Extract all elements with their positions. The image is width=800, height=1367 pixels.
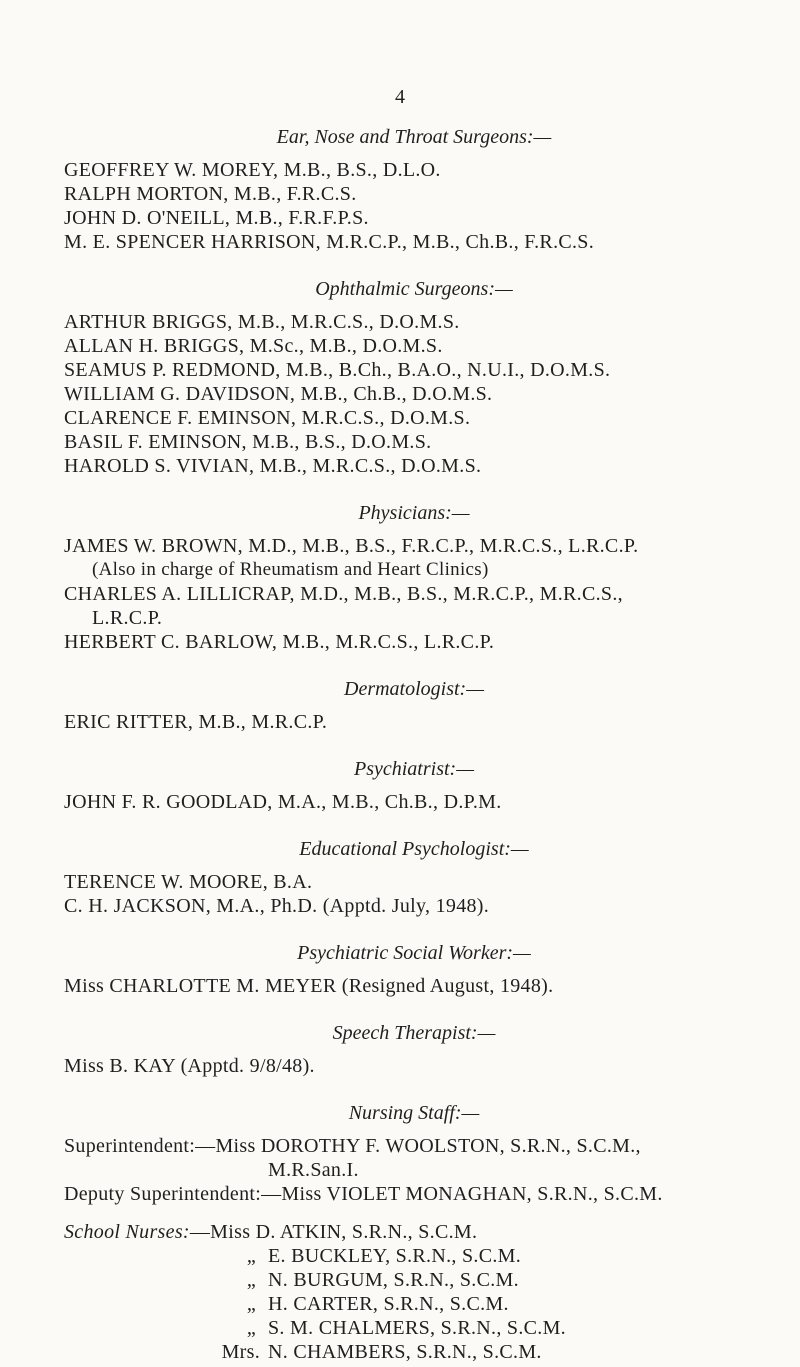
school-nurse-entry: N. BURGUM, S.R.N., S.C.M. (268, 1269, 519, 1291)
section-heading: Psychiatrist:— (354, 758, 474, 780)
staff-entry: Miss B. KAY (Apptd. 9/8/48). (64, 1055, 315, 1077)
staff-entry: HERBERT C. BARLOW, M.B., M.R.C.S., L.R.C.P. (64, 631, 495, 653)
staff-entry: BASIL F. EMINSON, M.B., B.S., D.O.M.S. (64, 431, 432, 453)
section-speech-therapist (64, 1020, 764, 1078)
ditto-mark: „ (246, 1269, 256, 1291)
school-nurse-row (64, 1292, 764, 1316)
staff-entry: M. E. SPENCER HARRISON, M.R.C.P., M.B., Ch.B., F.R.C.S. (64, 231, 595, 253)
title-mrs: Mrs. (221, 1341, 260, 1363)
school-nurses-label: School Nurses: (64, 1221, 190, 1243)
school-nurse-row (64, 1220, 764, 1244)
staff-entry: CLARENCE F. EMINSON, M.R.C.S., D.O.M.S. (64, 407, 471, 429)
staff-entry: Miss CHARLOTTE M. MEYER (Resigned August, 1948). (64, 975, 554, 997)
school-nurse-row (64, 1340, 764, 1364)
section-heading: Nursing Staff:— (348, 1102, 480, 1124)
staff-list (64, 124, 764, 1364)
ditto-mark: „ (246, 1293, 256, 1315)
staff-entry: Deputy Superintendent:—Miss VIOLET MONAGHAN, S.R.N., S.C.M. (64, 1183, 663, 1205)
staff-entry: Superintendent:—Miss DOROTHY F. WOOLSTON, S.R.N., S.C.M., (64, 1135, 641, 1157)
section-heading: Dermatologist:— (344, 678, 484, 700)
section-ent-surgeons (64, 124, 764, 254)
section-heading: Ear, Nose and Throat Surgeons:— (276, 126, 552, 148)
school-nurse-row (64, 1268, 764, 1292)
school-nurse-entry: S. M. CHALMERS, S.R.N., S.C.M. (268, 1317, 566, 1339)
staff-entry-continuation: L.R.C.P. (92, 607, 163, 629)
staff-note: (Also in charge of Rheumatism and Heart Clinics) (92, 559, 489, 580)
section-heading: Psychiatric Social Worker:— (297, 942, 531, 964)
section-heading: Physicians:— (358, 502, 470, 524)
school-nurse-entry: N. CHAMBERS, S.R.N., S.C.M. (268, 1341, 542, 1363)
staff-entry: WILLIAM G. DAVIDSON, M.B., Ch.B., D.O.M.S. (64, 383, 493, 405)
section-nursing-staff (64, 1100, 764, 1206)
staff-entry-continuation: M.R.San.I. (268, 1159, 359, 1181)
staff-entry: JOHN F. R. GOODLAD, M.A., M.B., Ch.B., D.P.M. (64, 791, 502, 813)
section-ophthalmic-surgeons (64, 276, 764, 478)
school-nurse-entry: H. CARTER, S.R.N., S.C.M. (268, 1293, 509, 1315)
section-educational-psychologist (64, 836, 764, 918)
ditto-mark: „ (246, 1245, 256, 1267)
staff-entry: RALPH MORTON, M.B., F.R.C.S. (64, 183, 357, 205)
school-nurse-row (64, 1316, 764, 1340)
ditto-mark: „ (246, 1317, 256, 1339)
staff-entry: CHARLES A. LILLICRAP, M.D., M.B., B.S., M.R.C.P., M.R.C.S., (64, 583, 623, 605)
staff-entry: HAROLD S. VIVIAN, M.B., M.R.C.S., D.O.M.S. (64, 455, 482, 477)
school-nurses-list (64, 1220, 764, 1364)
school-nurse-row (64, 1244, 764, 1268)
staff-entry: C. H. JACKSON, M.A., Ph.D. (Apptd. July, 1948). (64, 895, 490, 917)
staff-entry: ARTHUR BRIGGS, M.B., M.R.C.S., D.O.M.S. (64, 311, 460, 333)
staff-entry: SEAMUS P. REDMOND, M.B., B.Ch., B.A.O., N.U.I., D.O.M.S. (64, 359, 611, 381)
section-dermatologist (64, 676, 764, 734)
school-nurse-entry: E. BUCKLEY, S.R.N., S.C.M. (268, 1245, 522, 1267)
section-heading: Speech Therapist:— (332, 1022, 496, 1044)
section-physicians (64, 500, 764, 654)
staff-entry: TERENCE W. MOORE, B.A. (64, 871, 313, 893)
section-heading: Educational Psychologist:— (299, 838, 529, 860)
section-psychiatric-social-worker (64, 940, 764, 998)
staff-entry: JAMES W. BROWN, M.D., M.B., B.S., F.R.C.P., M.R.C.S., L.R.C.P. (64, 535, 639, 557)
staff-entry: ERIC RITTER, M.B., M.R.C.P. (64, 711, 328, 733)
page-number: 4 (395, 86, 405, 108)
staff-entry: ALLAN H. BRIGGS, M.Sc., M.B., D.O.M.S. (64, 335, 443, 357)
staff-entry: JOHN D. O'NEILL, M.B., F.R.F.P.S. (64, 207, 369, 229)
staff-entry: GEOFFREY W. MOREY, M.B., B.S., D.L.O. (64, 159, 441, 181)
section-psychiatrist (64, 756, 764, 814)
section-heading: Ophthalmic Surgeons:— (315, 278, 513, 300)
school-nurse-entry: —Miss D. ATKIN, S.R.N., S.C.M. (189, 1221, 478, 1243)
